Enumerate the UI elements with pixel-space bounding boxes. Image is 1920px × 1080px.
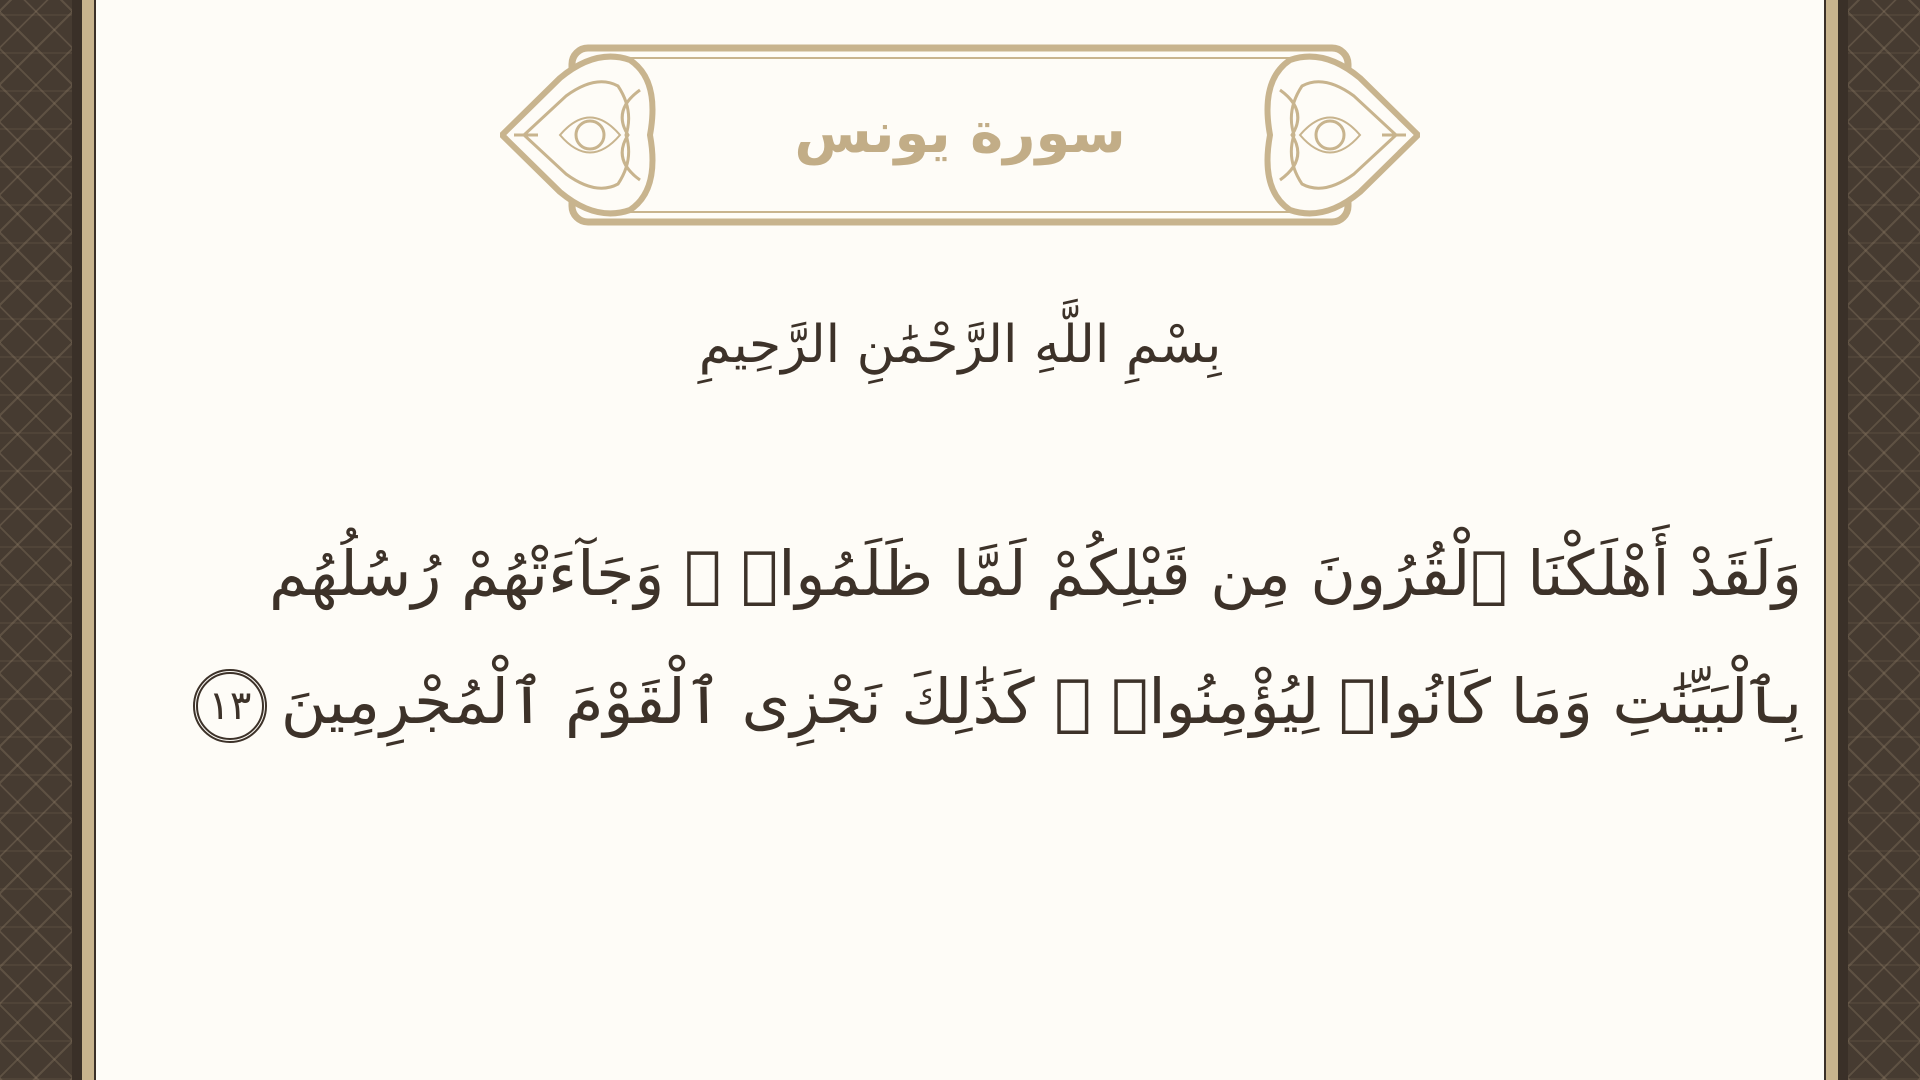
ayah-number-marker: ١٣ xyxy=(193,669,267,743)
left-gold-rail xyxy=(82,0,94,1080)
surah-title-frame xyxy=(500,40,1420,230)
verse-line-1: وَلَقَدْ أَهْلَكْنَا ٱلْقُرُونَ مِن قَبْلِكُمْ لَمَّا ظَلَمُوا۟ ۙ وَجَآءَتْهُمْ رُسُلُهُم xyxy=(269,537,1802,610)
verse-text xyxy=(208,510,1802,766)
verse-line-2 xyxy=(208,638,1802,766)
verse-line-2-text: بِٱلْبَيِّنَٰتِ وَمَا كَانُوا۟ لِيُؤْمِنُوا۟ ۚ كَذَٰلِكَ نَجْزِى ٱلْقَوْمَ ٱلْمُجْرِمِينَ xyxy=(280,665,1802,738)
surah-title: سورة يونس xyxy=(794,100,1126,166)
basmala-text: بِسْمِ اللَّهِ الرَّحْمَٰنِ الرَّحِيمِ xyxy=(698,315,1222,375)
left-pattern-border xyxy=(0,0,72,1080)
right-pattern-border xyxy=(1848,0,1920,1080)
right-gold-rail xyxy=(1826,0,1838,1080)
